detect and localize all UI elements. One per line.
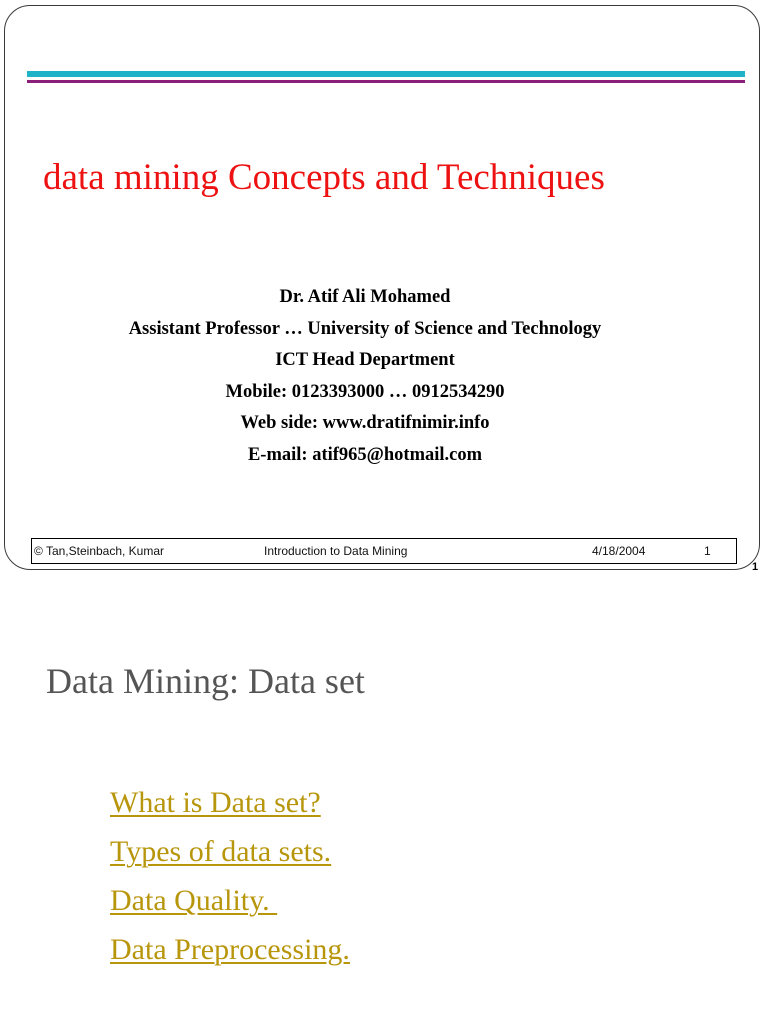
author-department: ICT Head Department bbox=[275, 350, 455, 371]
list-item bbox=[110, 827, 350, 876]
link-data-quality[interactable]: Data Quality. bbox=[110, 884, 278, 917]
list-item bbox=[110, 876, 350, 925]
list-item bbox=[110, 925, 350, 974]
footer-date: 4/18/2004 bbox=[592, 544, 646, 558]
link-what-is-data-set[interactable]: What is Data set? bbox=[110, 786, 321, 819]
author-email: E-mail: atif965@hotmail.com bbox=[247, 444, 483, 465]
footer-page-number: 1 bbox=[704, 544, 711, 558]
link-types-of-data-sets[interactable]: Types of data sets. bbox=[110, 835, 332, 868]
author-name: Dr. Atif Ali Mohamed bbox=[279, 287, 451, 307]
page-corner-number: 1 bbox=[752, 561, 759, 573]
footer-course: Introduction to Data Mining bbox=[264, 544, 408, 558]
link-data-preprocessing[interactable]: Data Preprocessing. bbox=[110, 933, 350, 966]
header-rule-purple bbox=[27, 80, 745, 83]
slide-footer bbox=[31, 538, 737, 564]
list-item bbox=[110, 778, 350, 827]
title-slide bbox=[4, 5, 760, 570]
header-rule-cyan bbox=[27, 71, 745, 77]
slide-title: data mining Concepts and Techniques bbox=[43, 157, 605, 198]
author-position: Assistant Professor … University of Science and Technology bbox=[128, 318, 602, 339]
footer-copyright: © Tan,Steinbach, Kumar bbox=[34, 544, 165, 558]
section-title: Data Mining: Data set bbox=[46, 661, 365, 701]
author-mobile: Mobile: 0123393000 … 0912534290 bbox=[225, 381, 505, 402]
author-info bbox=[5, 282, 761, 472]
topic-link-list bbox=[110, 778, 350, 974]
author-website: Web side: www.dratifnimir.info bbox=[240, 413, 490, 434]
